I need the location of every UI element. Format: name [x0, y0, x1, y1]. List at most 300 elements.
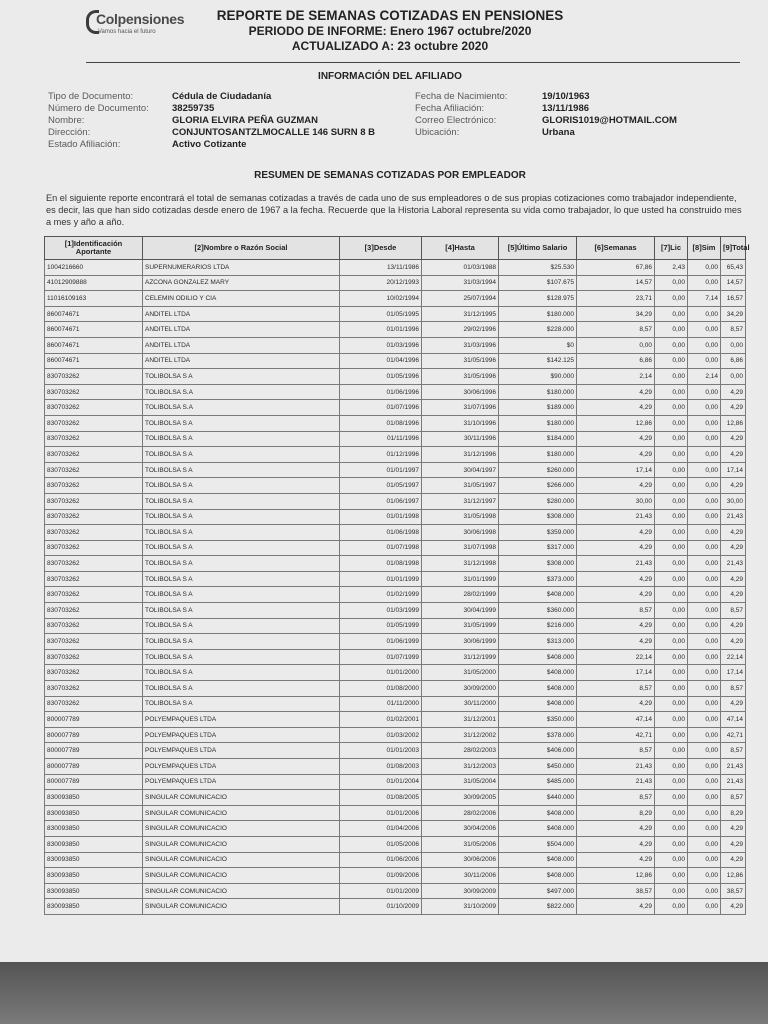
cell-company-name: TOLIBOLSA S.A [143, 384, 340, 400]
cell-identification: 830093850 [45, 883, 143, 899]
cell-total: 4,29 [721, 836, 746, 852]
cell-last-salary: $308.000 [499, 556, 577, 572]
cell-sim: 0,00 [688, 712, 721, 728]
cell-identification: 830703262 [45, 696, 143, 712]
cell-company-name: POLYEMPAQUES LTDA [143, 712, 340, 728]
cell-last-salary: $216.000 [499, 618, 577, 634]
cell-sim: 0,00 [688, 883, 721, 899]
cell-last-salary: $25.530 [499, 260, 577, 276]
cell-total: 8,57 [721, 322, 746, 338]
birth-date-label: Fecha de Nacimiento: [415, 91, 508, 102]
cell-company-name: POLYEMPAQUES LTDA [143, 743, 340, 759]
cell-to-date: 31/05/1996 [422, 369, 499, 385]
cell-weeks: 0,00 [577, 337, 655, 353]
cell-identification: 800007789 [45, 759, 143, 775]
cell-identification: 830093850 [45, 836, 143, 852]
cell-lic: 0,00 [655, 665, 688, 681]
cell-weeks: 38,57 [577, 883, 655, 899]
cell-from-date: 01/11/2000 [340, 696, 422, 712]
cell-to-date: 30/06/2006 [422, 852, 499, 868]
cell-total: 65,43 [721, 260, 746, 276]
table-row [45, 649, 746, 665]
cell-sim: 0,00 [688, 743, 721, 759]
cell-weeks: 23,71 [577, 291, 655, 307]
cell-lic: 0,00 [655, 883, 688, 899]
cell-to-date: 30/04/1997 [422, 462, 499, 478]
cell-total: 4,29 [721, 447, 746, 463]
cell-total: 8,57 [721, 681, 746, 697]
cell-last-salary: $497.000 [499, 883, 577, 899]
cell-identification: 800007789 [45, 743, 143, 759]
cell-lic: 0,00 [655, 400, 688, 416]
cell-from-date: 01/08/2000 [340, 681, 422, 697]
cell-company-name: AZCONA GONZALEZ MARY [143, 275, 340, 291]
cell-to-date: 01/03/1988 [422, 260, 499, 276]
cell-lic: 0,00 [655, 447, 688, 463]
cell-lic: 0,00 [655, 322, 688, 338]
cell-to-date: 30/09/2000 [422, 681, 499, 697]
cell-from-date: 01/05/1996 [340, 369, 422, 385]
cell-lic: 0,00 [655, 712, 688, 728]
cell-last-salary: $180.000 [499, 306, 577, 322]
cell-company-name: ANDITEL LTDA [143, 306, 340, 322]
cell-company-name: SINGULAR COMUNICACIO [143, 805, 340, 821]
cell-company-name: TOLIBOLSA S A [143, 571, 340, 587]
cell-to-date: 31/01/1999 [422, 571, 499, 587]
cell-to-date: 30/06/1996 [422, 384, 499, 400]
cell-last-salary: $313.000 [499, 634, 577, 650]
cell-total: 0,00 [721, 337, 746, 353]
cell-last-salary: $0 [499, 337, 577, 353]
cell-last-salary: $359.000 [499, 525, 577, 541]
cell-sim: 0,00 [688, 384, 721, 400]
cell-sim: 0,00 [688, 790, 721, 806]
cell-last-salary: $822.000 [499, 899, 577, 915]
affiliate-section-title: INFORMACIÓN DEL AFILIADO [318, 71, 462, 82]
cell-identification: 830703262 [45, 603, 143, 619]
table-row [45, 743, 746, 759]
cell-total: 30,00 [721, 493, 746, 509]
cell-lic: 0,00 [655, 852, 688, 868]
cell-to-date: 30/06/1999 [422, 634, 499, 650]
cell-from-date: 01/08/2003 [340, 759, 422, 775]
cell-from-date: 01/04/1996 [340, 353, 422, 369]
cell-last-salary: $450.000 [499, 759, 577, 775]
cell-identification: 830093850 [45, 805, 143, 821]
cell-company-name: ANDITEL LTDA [143, 337, 340, 353]
email-value: GLORIS1019@HOTMAIL.COM [542, 115, 677, 126]
cell-from-date: 01/01/1998 [340, 509, 422, 525]
cell-from-date: 01/02/2001 [340, 712, 422, 728]
cell-identification: 830703262 [45, 618, 143, 634]
table-row [45, 337, 746, 353]
scan-background [0, 962, 768, 1024]
cell-identification: 1004216660 [45, 260, 143, 276]
table-row [45, 759, 746, 775]
cell-sim: 0,00 [688, 774, 721, 790]
cell-from-date: 01/06/1999 [340, 634, 422, 650]
cell-to-date: 25/07/1994 [422, 291, 499, 307]
table-row [45, 306, 746, 322]
header-from-date: [3]Desde [340, 237, 422, 260]
cell-last-salary: $142.125 [499, 353, 577, 369]
colpensiones-logo [86, 8, 185, 40]
cell-company-name: SINGULAR COMUNICACIO [143, 790, 340, 806]
header-company-name: [2]Nombre o Razón Social [143, 237, 340, 260]
header-total: [9]Total [721, 237, 746, 260]
cell-company-name: TOLIBOLSA S A [143, 431, 340, 447]
cell-total: 21,43 [721, 774, 746, 790]
cell-identification: 830703262 [45, 556, 143, 572]
cell-lic: 0,00 [655, 790, 688, 806]
cell-to-date: 28/02/2006 [422, 805, 499, 821]
cell-from-date: 01/01/2006 [340, 805, 422, 821]
cell-sim: 0,00 [688, 634, 721, 650]
table-row [45, 634, 746, 650]
cell-identification: 830093850 [45, 821, 143, 837]
cell-last-salary: $485.000 [499, 774, 577, 790]
cell-from-date: 01/09/2006 [340, 868, 422, 884]
cell-company-name: POLYEMPAQUES LTDA [143, 774, 340, 790]
cell-weeks: 12,86 [577, 415, 655, 431]
cell-identification: 830703262 [45, 681, 143, 697]
cell-weeks: 4,29 [577, 836, 655, 852]
cell-from-date: 01/05/1995 [340, 306, 422, 322]
cell-from-date: 01/03/1996 [340, 337, 422, 353]
table-body [45, 260, 746, 915]
cell-lic: 0,00 [655, 805, 688, 821]
cell-company-name: TOLIBOLSA S A [143, 369, 340, 385]
report-title: REPORTE DE SEMANAS COTIZADAS EN PENSIONES [216, 8, 564, 23]
cell-total: 21,43 [721, 556, 746, 572]
cell-lic: 0,00 [655, 306, 688, 322]
cell-weeks: 8,29 [577, 805, 655, 821]
cell-company-name: TOLIBOLSA S A [143, 540, 340, 556]
table-row [45, 665, 746, 681]
cell-identification: 830703262 [45, 525, 143, 541]
cell-weeks: 4,29 [577, 696, 655, 712]
cell-sim: 0,00 [688, 587, 721, 603]
table-row [45, 805, 746, 821]
cell-to-date: 31/12/2001 [422, 712, 499, 728]
cell-weeks: 4,29 [577, 400, 655, 416]
cell-from-date: 01/07/1999 [340, 649, 422, 665]
cell-to-date: 31/12/2003 [422, 759, 499, 775]
cell-last-salary: $408.000 [499, 868, 577, 884]
cell-company-name: TOLIBOLSA S A [143, 696, 340, 712]
cell-sim: 0,00 [688, 696, 721, 712]
table-row [45, 727, 746, 743]
cell-identification: 860074671 [45, 322, 143, 338]
table-row [45, 852, 746, 868]
cell-from-date: 01/06/1998 [340, 525, 422, 541]
table-row [45, 868, 746, 884]
cell-lic: 0,00 [655, 836, 688, 852]
cell-weeks: 4,29 [577, 618, 655, 634]
table-row [45, 431, 746, 447]
cell-weeks: 67,86 [577, 260, 655, 276]
table-row [45, 447, 746, 463]
cell-weeks: 30,00 [577, 493, 655, 509]
table-row [45, 836, 746, 852]
cell-lic: 0,00 [655, 868, 688, 884]
cell-company-name: TOLIBOLSA S A [143, 556, 340, 572]
cell-to-date: 30/11/2006 [422, 868, 499, 884]
affiliation-status-label: Estado Afiliación: [48, 139, 121, 150]
cell-company-name: TOLIBOLSA S.A [143, 400, 340, 416]
cell-to-date: 31/12/1998 [422, 556, 499, 572]
cell-total: 8,57 [721, 603, 746, 619]
cell-lic: 0,00 [655, 603, 688, 619]
cell-lic: 0,00 [655, 696, 688, 712]
cell-sim: 0,00 [688, 899, 721, 915]
cell-total: 4,29 [721, 478, 746, 494]
cell-from-date: 01/05/1997 [340, 478, 422, 494]
cell-lic: 0,00 [655, 509, 688, 525]
cell-identification: 41012909888 [45, 275, 143, 291]
cell-lic: 0,00 [655, 493, 688, 509]
cell-to-date: 31/05/1999 [422, 618, 499, 634]
cell-weeks: 8,57 [577, 681, 655, 697]
cell-total: 4,29 [721, 696, 746, 712]
cell-from-date: 10/02/1994 [340, 291, 422, 307]
cell-total: 4,29 [721, 821, 746, 837]
cell-to-date: 30/04/1999 [422, 603, 499, 619]
cell-last-salary: $180.000 [499, 384, 577, 400]
cell-weeks: 8,57 [577, 790, 655, 806]
cell-identification: 830703262 [45, 447, 143, 463]
cell-lic: 0,00 [655, 525, 688, 541]
table-row [45, 353, 746, 369]
cell-last-salary: $280.000 [499, 493, 577, 509]
header-identification: [1]Identificación Aportante [45, 237, 143, 260]
cell-to-date: 31/12/1997 [422, 493, 499, 509]
doc-type-value: Cédula de Ciudadanía [172, 91, 272, 102]
cell-weeks: 4,29 [577, 852, 655, 868]
table-row [45, 540, 746, 556]
cell-last-salary: $266.000 [499, 478, 577, 494]
cell-weeks: 8,57 [577, 743, 655, 759]
table-row [45, 618, 746, 634]
cell-lic: 0,00 [655, 337, 688, 353]
cell-last-salary: $260.000 [499, 462, 577, 478]
cell-weeks: 42,71 [577, 727, 655, 743]
cell-from-date: 01/07/1996 [340, 400, 422, 416]
email-label: Correo Electrónico: [415, 115, 497, 126]
cell-weeks: 8,57 [577, 322, 655, 338]
table-row [45, 291, 746, 307]
cell-total: 4,29 [721, 587, 746, 603]
cell-from-date: 01/01/2000 [340, 665, 422, 681]
affiliation-status-value: Activo Cotizante [172, 139, 247, 150]
table-row [45, 571, 746, 587]
cell-last-salary: $360.000 [499, 603, 577, 619]
affiliation-date-value: 13/11/1986 [542, 103, 590, 114]
logo-name: Colpensiones [96, 11, 185, 27]
cell-weeks: 4,29 [577, 634, 655, 650]
cell-identification: 830093850 [45, 790, 143, 806]
location-label: Ubicación: [415, 127, 460, 138]
cell-lic: 0,00 [655, 369, 688, 385]
cell-from-date: 20/12/1993 [340, 275, 422, 291]
cell-from-date: 01/08/1996 [340, 415, 422, 431]
cell-from-date: 01/06/2006 [340, 852, 422, 868]
header-sim: [8]Sim [688, 237, 721, 260]
cell-from-date: 01/08/2005 [340, 790, 422, 806]
cell-weeks: 21,43 [577, 509, 655, 525]
cell-company-name: TOLIBOLSA S A [143, 649, 340, 665]
cell-weeks: 12,86 [577, 868, 655, 884]
cell-total: 17,14 [721, 665, 746, 681]
cell-from-date: 01/07/1998 [340, 540, 422, 556]
header-weeks: [6]Semanas [577, 237, 655, 260]
cell-to-date: 31/05/1996 [422, 353, 499, 369]
cell-last-salary: $189.000 [499, 400, 577, 416]
cell-to-date: 31/05/1998 [422, 509, 499, 525]
table-row [45, 462, 746, 478]
cell-identification: 860074671 [45, 353, 143, 369]
cell-lic: 0,00 [655, 478, 688, 494]
cell-total: 12,86 [721, 415, 746, 431]
table-row [45, 384, 746, 400]
cell-from-date: 01/06/1997 [340, 493, 422, 509]
table-row [45, 587, 746, 603]
cell-lic: 0,00 [655, 774, 688, 790]
cell-from-date: 01/01/1997 [340, 462, 422, 478]
cell-last-salary: $180.000 [499, 415, 577, 431]
cell-sim: 0,00 [688, 805, 721, 821]
table-row [45, 712, 746, 728]
cell-sim: 0,00 [688, 431, 721, 447]
cell-weeks: 4,29 [577, 431, 655, 447]
cell-total: 42,71 [721, 727, 746, 743]
cell-identification: 830093850 [45, 868, 143, 884]
cell-company-name: POLYEMPAQUES LTDA [143, 759, 340, 775]
cell-to-date: 31/05/2006 [422, 836, 499, 852]
cell-from-date: 01/11/1996 [340, 431, 422, 447]
cell-weeks: 21,43 [577, 759, 655, 775]
cell-to-date: 31/05/1997 [422, 478, 499, 494]
cell-sim: 0,00 [688, 571, 721, 587]
cell-weeks: 4,29 [577, 540, 655, 556]
cell-total: 4,29 [721, 634, 746, 650]
cell-company-name: TOLIBOLSA S A [143, 509, 340, 525]
cell-to-date: 31/05/2004 [422, 774, 499, 790]
cell-identification: 830093850 [45, 852, 143, 868]
cell-company-name: TOLIBOLSA S A [143, 415, 340, 431]
cell-company-name: SINGULAR COMUNICACIO [143, 852, 340, 868]
cell-lic: 0,00 [655, 727, 688, 743]
cell-identification: 830703262 [45, 478, 143, 494]
cell-last-salary: $184.000 [499, 431, 577, 447]
cell-company-name: TOLIBOLSA S A [143, 525, 340, 541]
cell-from-date: 01/01/1999 [340, 571, 422, 587]
cell-total: 4,29 [721, 618, 746, 634]
cell-sim: 0,00 [688, 337, 721, 353]
cell-total: 17,14 [721, 462, 746, 478]
table-row [45, 556, 746, 572]
cell-weeks: 4,29 [577, 899, 655, 915]
cell-total: 38,57 [721, 883, 746, 899]
cell-lic: 0,00 [655, 431, 688, 447]
cell-total: 6,86 [721, 353, 746, 369]
cell-sim: 0,00 [688, 322, 721, 338]
cell-to-date: 31/03/1994 [422, 275, 499, 291]
cell-last-salary: $408.000 [499, 852, 577, 868]
cell-sim: 0,00 [688, 306, 721, 322]
table-row [45, 260, 746, 276]
cell-identification: 830703262 [45, 634, 143, 650]
cell-total: 8,29 [721, 805, 746, 821]
cell-lic: 0,00 [655, 353, 688, 369]
cell-last-salary: $107.675 [499, 275, 577, 291]
cell-company-name: SINGULAR COMUNICACIO [143, 821, 340, 837]
cell-last-salary: $408.000 [499, 681, 577, 697]
cell-lic: 0,00 [655, 899, 688, 915]
cell-to-date: 31/10/1996 [422, 415, 499, 431]
cell-weeks: 17,14 [577, 665, 655, 681]
cell-identification: 800007789 [45, 774, 143, 790]
cell-from-date: 01/03/2002 [340, 727, 422, 743]
birth-date-value: 19/10/1963 [542, 91, 590, 102]
cell-last-salary: $317.000 [499, 540, 577, 556]
address-label: Dirección: [48, 127, 91, 138]
cell-lic: 0,00 [655, 462, 688, 478]
logo-tagline: Vamos hacia el futuro [98, 29, 156, 35]
cell-from-date: 01/01/2004 [340, 774, 422, 790]
cell-to-date: 31/12/1999 [422, 649, 499, 665]
cell-from-date: 01/12/1996 [340, 447, 422, 463]
cell-last-salary: $408.000 [499, 665, 577, 681]
table-row [45, 790, 746, 806]
employer-weeks-table [44, 236, 750, 915]
cell-to-date: 30/09/2005 [422, 790, 499, 806]
table-row [45, 509, 746, 525]
table-row [45, 899, 746, 915]
report-period: PERIODO DE INFORME: Enero 1967 octubre/2020 [248, 24, 532, 38]
header-lic: [7]Lic [655, 237, 688, 260]
cell-identification: 830703262 [45, 665, 143, 681]
location-value: Urbana [542, 127, 575, 138]
cell-total: 21,43 [721, 759, 746, 775]
cell-total: 4,29 [721, 400, 746, 416]
cell-from-date: 01/03/1999 [340, 603, 422, 619]
cell-total: 8,57 [721, 790, 746, 806]
cell-lic: 0,00 [655, 415, 688, 431]
cell-lic: 0,00 [655, 649, 688, 665]
cell-total: 4,29 [721, 431, 746, 447]
cell-identification: 830703262 [45, 649, 143, 665]
cell-lic: 0,00 [655, 587, 688, 603]
cell-from-date: 13/11/1986 [340, 260, 422, 276]
cell-last-salary: $406.000 [499, 743, 577, 759]
table-row [45, 493, 746, 509]
cell-lic: 0,00 [655, 556, 688, 572]
summary-section-title: RESUMEN DE SEMANAS COTIZADAS POR EMPLEADOR [254, 170, 526, 181]
cell-identification: 830703262 [45, 509, 143, 525]
cell-last-salary: $408.000 [499, 696, 577, 712]
cell-from-date: 01/05/1999 [340, 618, 422, 634]
cell-last-salary: $180.000 [499, 447, 577, 463]
table-row [45, 821, 746, 837]
doc-number-label: Número de Documento: [48, 103, 149, 114]
cell-to-date: 28/02/1999 [422, 587, 499, 603]
cell-from-date: 01/01/2009 [340, 883, 422, 899]
table-row [45, 275, 746, 291]
cell-company-name: TOLIBOLSA S A [143, 493, 340, 509]
cell-last-salary: $228.000 [499, 322, 577, 338]
cell-last-salary: $440.000 [499, 790, 577, 806]
